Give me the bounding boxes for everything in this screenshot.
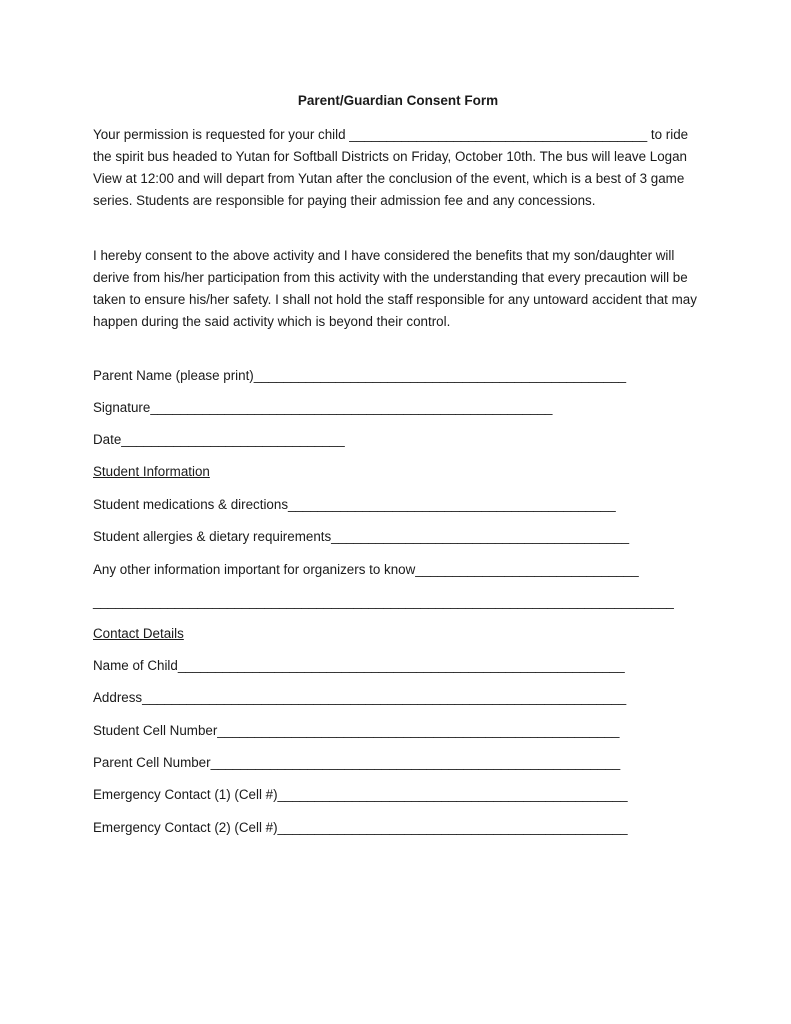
student-medications-field[interactable]: Student medications & directions____________________________________________ <box>93 497 616 512</box>
student-information-heading: Student Information <box>93 464 210 479</box>
contact-details-heading: Contact Details <box>93 626 184 641</box>
emergency-contact-1-field[interactable]: Emergency Contact (1) (Cell #)_______________________________________________ <box>93 787 628 802</box>
other-information-field[interactable]: Any other information important for organizers to know______________________________ <box>93 562 639 577</box>
name-of-child-field[interactable]: Name of Child____________________________________________________________ <box>93 658 625 673</box>
form-title: Parent/Guardian Consent Form <box>297 93 499 108</box>
student-allergies-field[interactable]: Student allergies & dietary requirements________________________________________ <box>93 529 630 544</box>
address-field[interactable]: Address_________________________________________________________________ <box>93 690 627 705</box>
date-field[interactable]: Date______________________________ <box>93 432 345 447</box>
other-information-field-line-2[interactable]: ______________________________________________________________________________ <box>93 594 674 609</box>
parent-name-field[interactable]: Parent Name (please print)__________________________________________________ <box>93 368 627 383</box>
permission-paragraph: Your permission is requested for your child ________________________________________ to ride the spirit bus headed to Yutan for Softball Districts on Friday, October 10th. The bus will leave Logan View at 12:00 and will depart from Yutan after the conclusion of the event, which is a best of 3 game series. Students are responsible for paying their admission fee and any concessions. <box>93 127 689 208</box>
parent-cell-number-field[interactable]: Parent Cell Number_______________________________________________________ <box>93 755 621 770</box>
consent-paragraph: I hereby consent to the above activity and I have considered the benefits that my son/daughter will derive from his/her participation from this activity with the understanding that every precaution will be taken to ensure his/her safety. I shall not hold the staff responsible for any untoward accident that may happen during the said activity which is beyond their control. <box>93 248 697 329</box>
student-cell-number-field[interactable]: Student Cell Number______________________________________________________ <box>93 723 620 738</box>
signature-field[interactable]: Signature______________________________________________________ <box>93 400 553 415</box>
emergency-contact-2-field[interactable]: Emergency Contact (2) (Cell #)_______________________________________________ <box>93 820 628 835</box>
